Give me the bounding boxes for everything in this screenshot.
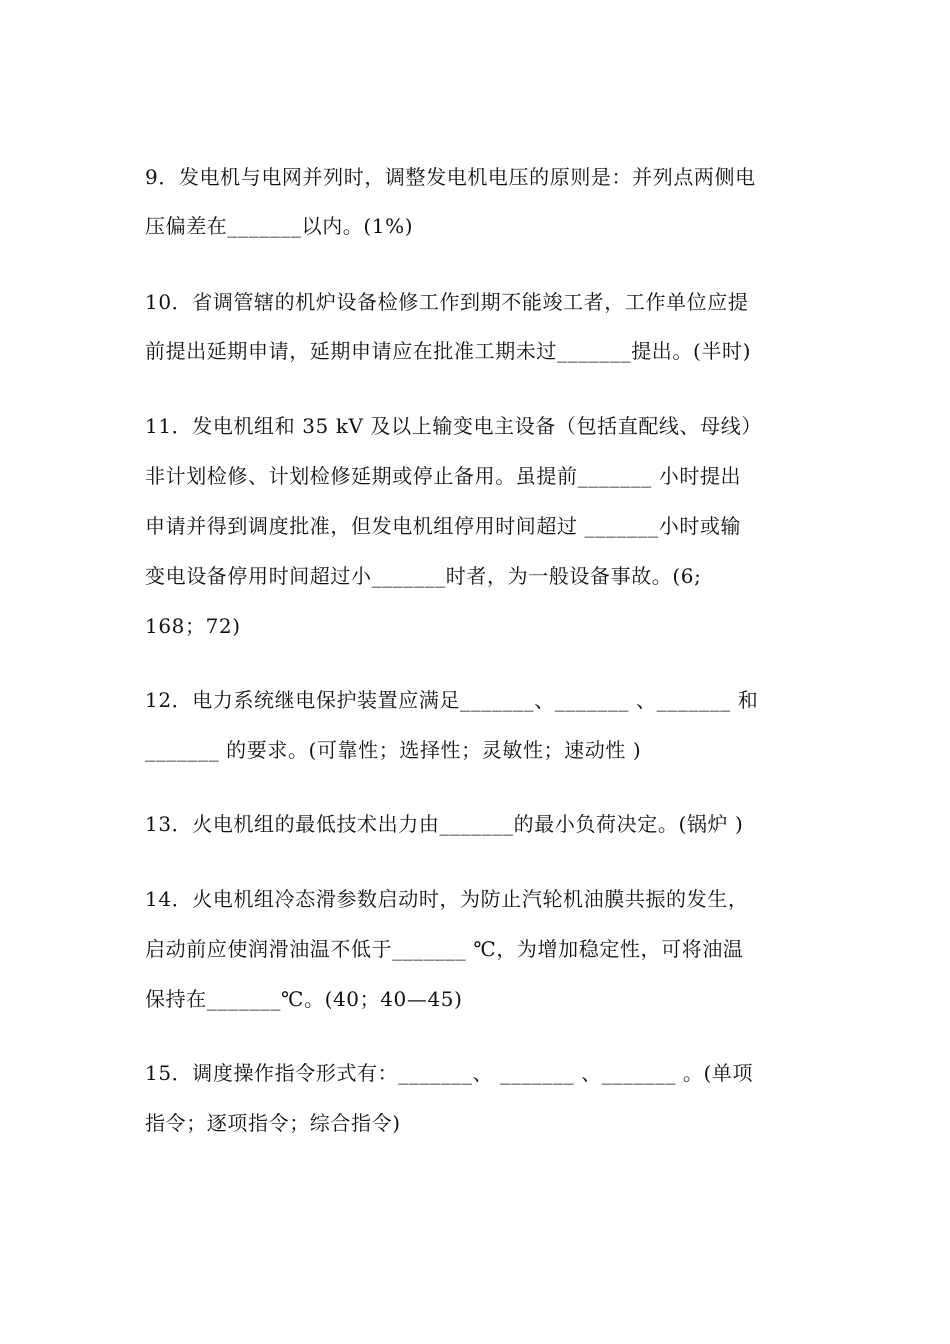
question-14-line-3: 保持在_______℃。(40；40—45) <box>145 987 463 1011</box>
question-9-line-2: 压偏差在_______以内。(1%) <box>145 214 414 238</box>
question-15-line-1: 15．调度操作指令形式有：_______、 _______ 、_______ 。(单项 <box>145 1061 754 1085</box>
question-13-line-1: 13．火电机组的最低技术出力由_______的最小负荷决定。(锅炉 ) <box>145 812 744 836</box>
question-12-line-1: 12．电力系统继电保护装置应满足_______、_______ 、_______ 和 <box>145 688 759 712</box>
question-11-line-3: 申请并得到调度批准，但发电机组停用时间超过 _______小时或输 <box>145 514 742 538</box>
question-12-line-2: _______ 的要求。(可靠性；选择性；灵敏性；速动性 ) <box>145 738 642 762</box>
question-14-line-2: 启动前应使润滑油温不低于_______ ℃，为增加稳定性，可将油温 <box>145 937 744 961</box>
question-10-line-1: 10．省调管辖的机炉设备检修工作到期不能竣工者，工作单位应提 <box>145 290 749 314</box>
question-14-line-1: 14．火电机组冷态滑参数启动时，为防止汽轮机油膜共振的发生， <box>145 887 749 911</box>
question-11-line-1: 11．发电机组和 35 kV 及以上输变电主设备（包括直配线、母线） <box>145 414 762 438</box>
question-9-line-1: 9．发电机与电网并列时，调整发电机电压的原则是：并列点两侧电 <box>145 165 756 189</box>
question-11-line-5: 168；72) <box>145 614 241 638</box>
question-10-line-2: 前提出延期申请，延期申请应在批准工期未过_______提出。(半时) <box>145 339 752 363</box>
question-11-line-2: 非计划检修、计划检修延期或停止备用。虽提前_______ 小时提出 <box>145 464 742 488</box>
question-11-line-4: 变电设备停用时间超过小_______时者，为一般设备事故。(6; <box>145 564 702 588</box>
question-15-line-2: 指令；逐项指令；综合指令) <box>145 1111 401 1135</box>
